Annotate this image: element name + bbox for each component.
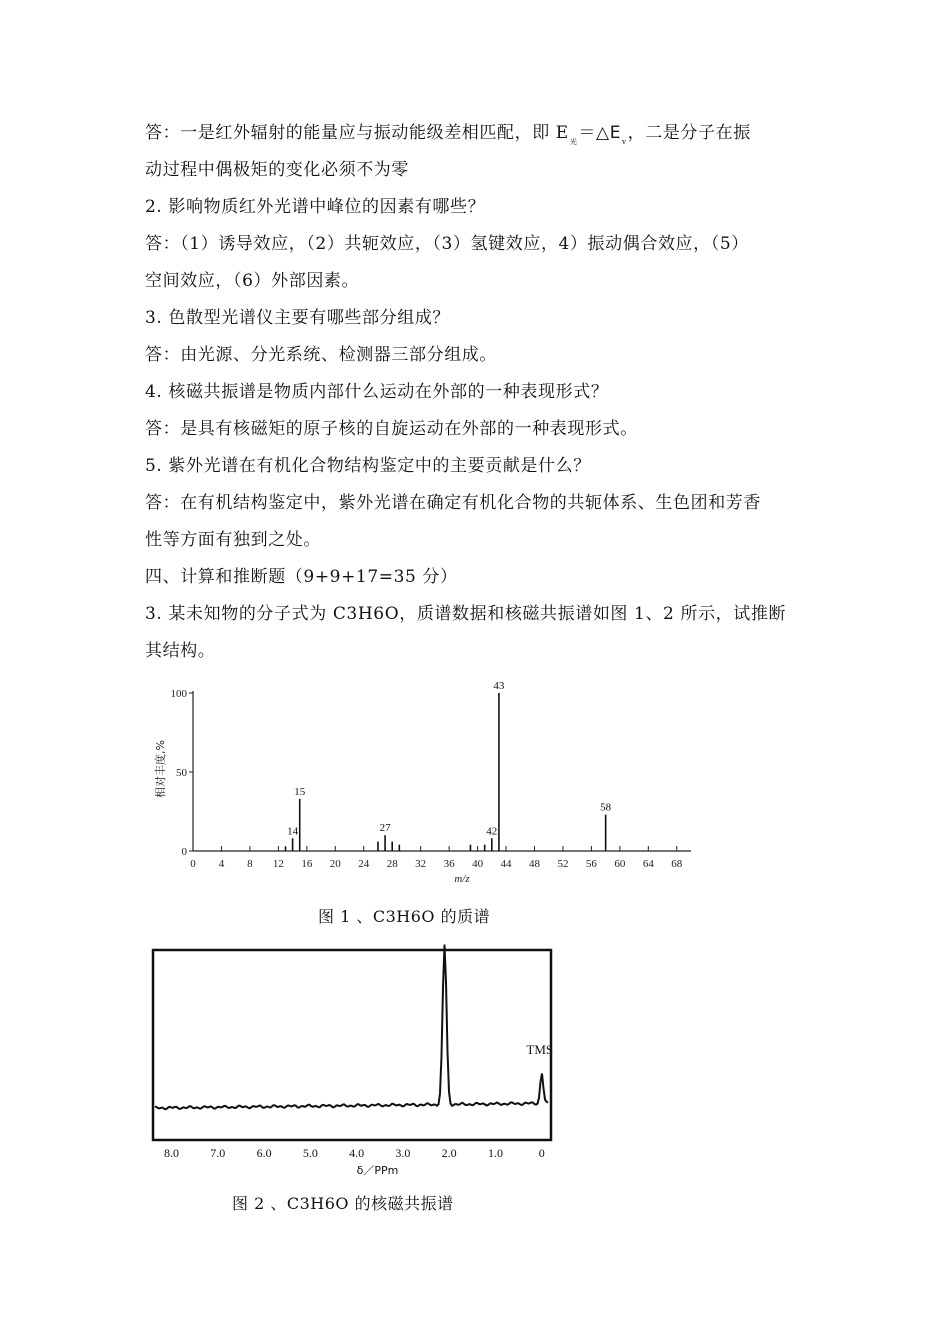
- nmr-spectrum-chart: [143, 943, 563, 1179]
- answer-5-line-2: 性等方面有独到之处。: [145, 530, 321, 550]
- ms-x-tick-label: 52: [557, 858, 569, 870]
- ms-peak-label: 15: [294, 785, 306, 798]
- nmr-x-tick-label: 0: [538, 1146, 545, 1160]
- nmr-x-tick-label: 1.0: [487, 1146, 503, 1160]
- ms-x-axis-title: m/z: [454, 873, 470, 885]
- tms-peak-label: TMS: [526, 1042, 554, 1057]
- problem-3-line-1: 3. 某未知物的分子式为 C3H6O，质谱数据和核磁共振谱如图 1、2 所示，试推断: [145, 604, 787, 624]
- ms-x-tick-label: 48: [528, 858, 540, 870]
- nmr-x-tick-label: 8.0: [164, 1146, 180, 1160]
- ms-x-tick-label: 64: [642, 858, 654, 870]
- subscript-v: v: [622, 138, 627, 146]
- ms-peak-label: 27: [379, 822, 391, 835]
- answer-2-line-1: 答：（1）诱导效应，（2）共轭效应，（3）氢键效应，4）振动偶合效应，（5）: [145, 234, 749, 254]
- section-heading: 四、计算和推断题（9+9+17=35 分）: [145, 567, 458, 587]
- question-3: 3. 色散型光谱仪主要有哪些部分组成？: [145, 308, 451, 328]
- nmr-spectrum-line: [155, 945, 548, 1110]
- question-5: 5. 紫外光谱在有机化合物结构鉴定中的主要贡献是什么？: [145, 456, 591, 476]
- text-line-1-start: 答：一是红外辐射的能量应与振动能级差相匹配，即 E: [145, 123, 569, 143]
- ms-x-tick-label: 24: [358, 858, 370, 870]
- ms-x-tick-label: 20: [329, 858, 341, 870]
- ms-x-tick-label: 40: [472, 858, 484, 870]
- answer-3: 答：由光源、分光系统、检测器三部分组成。: [145, 345, 497, 365]
- text-line-2: 动过程中偶极矩的变化必须不为零: [145, 160, 409, 180]
- ms-y-tick-label: 50: [176, 767, 187, 779]
- ms-peak-label: 43: [493, 680, 505, 692]
- question-2: 2. 影响物质红外光谱中峰位的因素有哪些？: [145, 197, 486, 217]
- nmr-spectrum-figure: [143, 943, 563, 1179]
- ms-x-tick-label: 8: [247, 858, 253, 870]
- ms-peak-label: 58: [600, 801, 612, 814]
- ms-y-tick-label: 100: [170, 688, 187, 700]
- figure-1-caption: 图 1 、C3H6O 的质谱: [318, 907, 491, 926]
- problem-3-line-2: 其结构。: [145, 641, 216, 661]
- ms-x-tick-label: 0: [190, 858, 196, 870]
- ms-x-tick-label: 56: [585, 858, 597, 870]
- ms-y-axis-title: 相对丰度,%: [154, 740, 167, 798]
- nmr-x-tick-label: 3.0: [395, 1146, 411, 1160]
- text-line-1: [145, 122, 751, 153]
- nmr-x-tick-label: 5.0: [302, 1146, 318, 1160]
- mass-spectrum-chart: [143, 676, 698, 898]
- ms-x-tick-label: 12: [272, 858, 284, 870]
- nmr-x-tick-label: 2.0: [441, 1146, 457, 1160]
- nmr-x-tick-label: 4.0: [349, 1146, 365, 1160]
- mass-spectrum-figure: [143, 676, 698, 898]
- ms-peak-label: 42: [486, 825, 498, 838]
- ms-peak-label: 14: [287, 825, 299, 838]
- ms-x-tick-label: 4: [218, 858, 225, 870]
- subscript-guang: 光: [569, 138, 578, 146]
- ms-x-tick-label: 68: [671, 858, 683, 870]
- ms-x-tick-label: 44: [500, 858, 512, 870]
- ms-x-tick-label: 36: [443, 858, 455, 870]
- ms-x-tick-label: 16: [301, 858, 313, 870]
- ms-y-tick-label: 0: [181, 846, 187, 858]
- nmr-x-tick-label: 7.0: [210, 1146, 226, 1160]
- answer-4: 答：是具有核磁矩的原子核的自旋运动在外部的一种表现形式。: [145, 419, 638, 439]
- question-4: 4. 核磁共振谱是物质内部什么运动在外部的一种表现形式？: [145, 382, 609, 402]
- text-line-1-end: ，二是分子在振: [627, 123, 751, 143]
- ms-x-tick-label: 60: [614, 858, 626, 870]
- text-line-1-equation: ＝△E: [578, 123, 622, 143]
- answer-5-line-1: 答：在有机结构鉴定中，紫外光谱在确定有机化合物的共轭体系、生色团和芳香: [145, 493, 761, 513]
- ms-x-tick-label: 28: [386, 858, 398, 870]
- ms-x-tick-label: 32: [415, 858, 427, 870]
- figure-2-caption: 图 2 、C3H6O 的核磁共振谱: [232, 1194, 454, 1213]
- answer-2-line-2: 空间效应，（6）外部因素。: [145, 271, 360, 291]
- nmr-x-axis-title: δ／PPm: [356, 1164, 399, 1177]
- nmr-frame: [153, 950, 554, 1140]
- nmr-x-tick-label: 6.0: [256, 1146, 272, 1160]
